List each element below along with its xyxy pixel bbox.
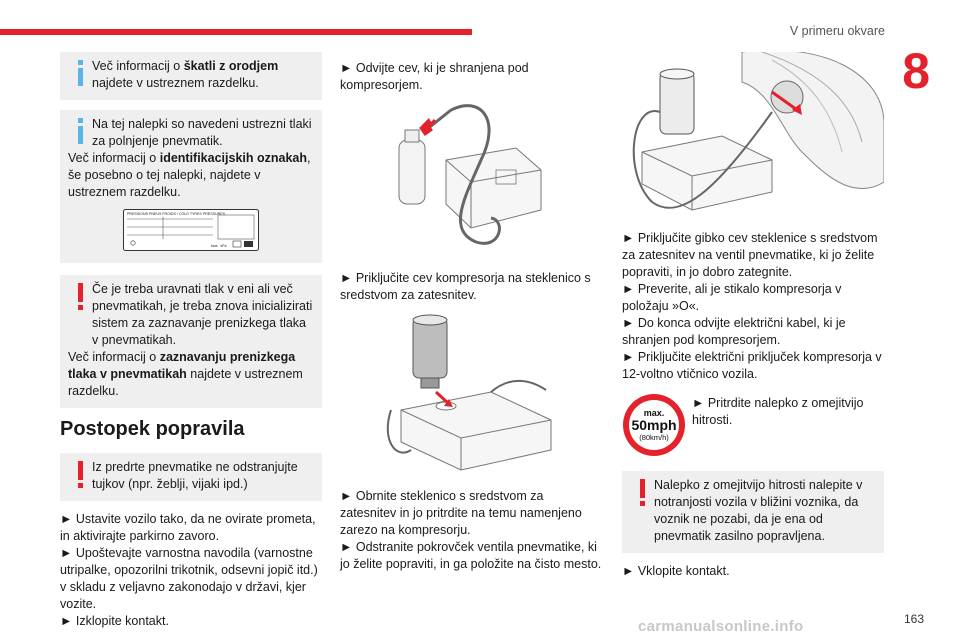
step-text: ► Ustavite vozilo tako, da ne ovirate prometa, in aktivirajte parkirno zavoro. (60, 512, 316, 543)
column-middle (340, 60, 602, 573)
step-text: ► Izklopite kontakt. (60, 614, 169, 628)
warning-box-foreign-objects: Iz predrte pnevmatike ne odstranjujte tujkov (npr. žeblji, vijaki ipd.) (60, 453, 322, 501)
step-text: ► Preverite, ali je stikalo kompresorja v položaju »O«. (622, 282, 842, 313)
step-text: ► Priključite cev kompresorja na steklenico s sredstvom za zatesnitev. (340, 271, 591, 302)
sign-speed-text: 50mph (631, 417, 677, 433)
step-text: ► Priključite gibko cev steklenice s sredstvom za zatesnitev na ventil pnevmatike, ki jo želite popraviti, in jo dobro zategnite. (622, 231, 878, 279)
info-icon (73, 118, 89, 146)
column-right (622, 52, 884, 580)
compressor-hose-illustration (391, 100, 551, 260)
sign-kmh-text: (80km/h) (639, 433, 669, 442)
chapter-title: V primeru okvare (789, 24, 885, 38)
bottle-on-compressor-illustration (381, 310, 561, 480)
tyre-pressure-label-image (123, 209, 259, 251)
watermark: carmanualsonline.info (638, 618, 804, 635)
hose-to-tyre-valve-illustration (622, 52, 884, 224)
warning-icon (73, 461, 89, 489)
step-text: ► Odstranite pokrovček ventila pnevmatike, ki jo želite popraviti, in ga položite na čisto mesto. (340, 540, 602, 571)
column-left (60, 52, 322, 630)
label-unit: bars · kPa (211, 244, 227, 248)
step-text: ► Vklopite kontakt. (622, 564, 730, 578)
sticker-step-row (622, 393, 884, 457)
step-text: ► Obrnite steklenico s sredstvom za zatesnitev in jo pritrdite na temu namenjeno zarezo na kompresorju. (340, 489, 582, 537)
sign-max-text: max. (643, 408, 665, 418)
warning-icon (73, 283, 89, 311)
chapter-number: 8 (902, 43, 930, 99)
link-toolbox: škatli z orodjem (183, 59, 279, 73)
step-text: ► Odvijte cev, ki je shranjena pod kompresorjem. (340, 61, 529, 92)
step-text: ► Upoštevajte varnostna navodila (varnostne utripalke, opozorilni trikotnik, odsevni jopič itd.) v skladu z veljavno zakonodajo v državi, kjer vozite. (60, 546, 318, 611)
warning-box-tyre-pressure: Če je treba uravnati tlak v eni ali več pnevmatikah, je treba znova inicializirati sistem za zaznavanje prenizkega tlaka v pnevmatikah. Več informacij o zaznavanju prenizkega tlaka v pnevmatikah najdete v ustreznem razdelku. (60, 275, 322, 408)
label-caption: PRESSIONS PNEUS FROIDS / COLD TYRES PRESSURES (127, 212, 225, 216)
warning-icon (635, 479, 651, 507)
step-text: ► Do konca odvijte električni kabel, ki je shranjen pod kompresorjem. (622, 316, 846, 347)
speed-limit-sign-icon (622, 393, 686, 457)
warning-box-speed-sticker: Nalepko z omejitvijo hitrosti nalepite v notranjosti vozila v bližini voznika, da voznik ne pozabi, da je ena od pnevmatik zasilno popravljena. (622, 471, 884, 553)
step-text: ► Priključite električni priključek kompresorja v 12-voltno vtičnico vozila. (622, 350, 882, 381)
info-box-tyre-label: Na tej nalepki so navedeni ustrezni tlaki za polnjenje pnevmatik. Več informacij o identifikacijskih oznakah, še posebno o tej nalepki, najdete v ustreznem razdelku. PRESSIONS PNEUS FROIDS / COLD TYRES PRESSURES bars · kPa (60, 110, 322, 263)
step-text: ► Pritrdite nalepko z omejitvijo hitrosti. (692, 396, 864, 427)
info-icon (73, 60, 89, 88)
section-title: Postopek popravila (60, 418, 245, 440)
page-number: 163 (903, 612, 924, 626)
info-box-toolbox: Več informacij o škatli z orodjem najdete v ustreznem razdelku. (60, 52, 322, 100)
chapter-color-bar (0, 29, 472, 35)
